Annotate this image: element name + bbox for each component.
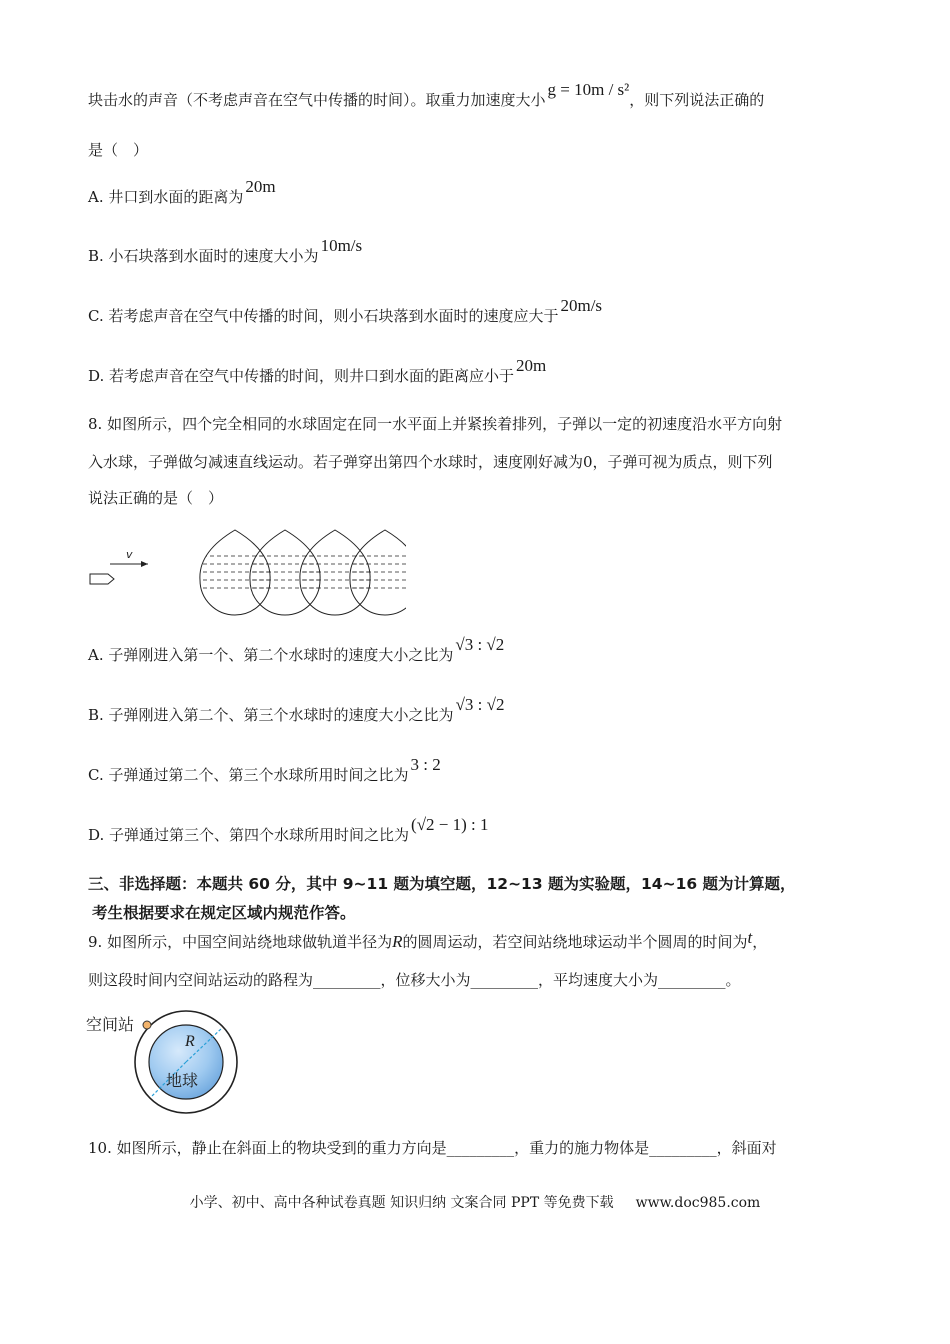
q8-option-c-math: 3 : 2 (410, 755, 441, 774)
q9-space-station-figure (84, 1008, 254, 1118)
section-3-heading-line-1: 三、非选择题：本题共 60 分，其中 9~11 题为填空题，12~13 题为实验题，14~16 题为计算题， (88, 875, 796, 893)
space-station-dot (143, 1021, 151, 1029)
q7-option-a-math: 20m (245, 177, 276, 196)
q7-option-a-text: A. 井口到水面的距离为 (88, 188, 244, 206)
q7-option-c (88, 296, 603, 326)
q8-option-d (88, 815, 489, 845)
q9-line-2: 则这段时间内空间站运动的路程为_________，位移大小为_________，平均速度大小为_________。 (88, 971, 741, 989)
velocity-label: v (126, 548, 133, 561)
q8-option-b-text: B. 子弹刚进入第二个、第三个水球时的速度大小之比为 (88, 706, 454, 724)
section-3-heading-line-2: 考生根据要求在规定区域内规范作答。 (92, 904, 356, 922)
q9-line-1 (88, 928, 768, 952)
water-ball-2 (246, 530, 326, 615)
radius-label: R (185, 1033, 195, 1050)
q7-option-c-text: C. 若考虑声音在空气中传播的时间，则小石块落到水面时的速度应大于 (88, 307, 559, 325)
page-footer (0, 1192, 950, 1212)
q9-line-1-c: ， (752, 933, 768, 951)
q8-option-c-text: C. 子弹通过第二个、第三个水球所用时间之比为 (88, 766, 409, 784)
q8-line-3: 说法正确的是（ ） (88, 489, 224, 507)
q8-line-2: 入水球，子弹做匀减速直线运动。若子弹穿出第四个水球时，速度刚好减为0，子弹可视为质点，则下列 (88, 453, 773, 471)
water-ball-4 (346, 530, 406, 615)
q7-line-1-tail: ，则下列说法正确的 (629, 91, 765, 109)
q8-option-b-math: √3 : √2 (455, 695, 505, 714)
q8-option-a (88, 635, 505, 665)
q8-water-balls-figure (86, 520, 406, 620)
q7-option-d-text: D. 若考虑声音在空气中传播的时间，则井口到水面的距离应小于 (88, 367, 515, 385)
q7-option-b-math: 10m/s (320, 236, 363, 255)
q7-line-1 (88, 80, 765, 110)
q7-option-b-text: B. 小石块落到水面时的速度大小为 (88, 247, 319, 265)
space-station-label: 空间站 (86, 1015, 135, 1034)
q9-radius-symbol: R (392, 932, 403, 951)
water-ball-1 (196, 530, 276, 615)
q8-option-a-text: A. 子弹刚进入第一个、第二个水球时的速度大小之比为 (88, 646, 454, 664)
footer-url[interactable]: www.doc985.com (635, 1195, 761, 1211)
q8-line-1: 8. 如图所示，四个完全相同的水球固定在同一水平面上并紧挨着排列，子弹以一定的初速度沿水平方向射 (88, 415, 783, 433)
q7-option-a (88, 177, 276, 207)
q9-time-symbol: t (747, 928, 753, 947)
q8-option-a-math: √3 : √2 (455, 635, 505, 654)
q9-line-1-b: 的圆周运动，若空间站绕地球运动半个圆周的时间为 (402, 933, 748, 951)
q10-line-1: 10. 如图所示，静止在斜面上的物块受到的重力方向是_________，重力的施力物体是_________，斜面对 (88, 1139, 777, 1157)
q7-gravity-formula: g = 10m / s² (547, 80, 630, 99)
q7-line-1-text: 块击水的声音（不考虑声音在空气中传播的时间）。取重力加速度大小 (88, 91, 546, 109)
bullet-icon (90, 574, 114, 584)
q9-line-1-a: 9. 如图所示，中国空间站绕地球做轨道半径为 (88, 933, 393, 951)
q7-line-2: 是（ ） (88, 141, 149, 159)
q8-option-b (88, 695, 505, 725)
q7-option-b (88, 236, 363, 266)
earth-label: 地球 (166, 1071, 199, 1090)
water-ball-3 (296, 530, 376, 615)
q8-option-d-text: D. 子弹通过第三个、第四个水球所用时间之比为 (88, 826, 410, 844)
q8-option-c (88, 755, 441, 785)
q7-option-d-math: 20m (516, 356, 547, 375)
q8-option-d-math: (√2 − 1) : 1 (411, 815, 489, 834)
q7-option-c-math: 20m/s (560, 296, 603, 315)
q7-option-d (88, 356, 547, 386)
footer-text: 小学、初中、高中各种试卷真题 知识归纳 文案合同 PPT 等免费下载 (189, 1195, 614, 1211)
